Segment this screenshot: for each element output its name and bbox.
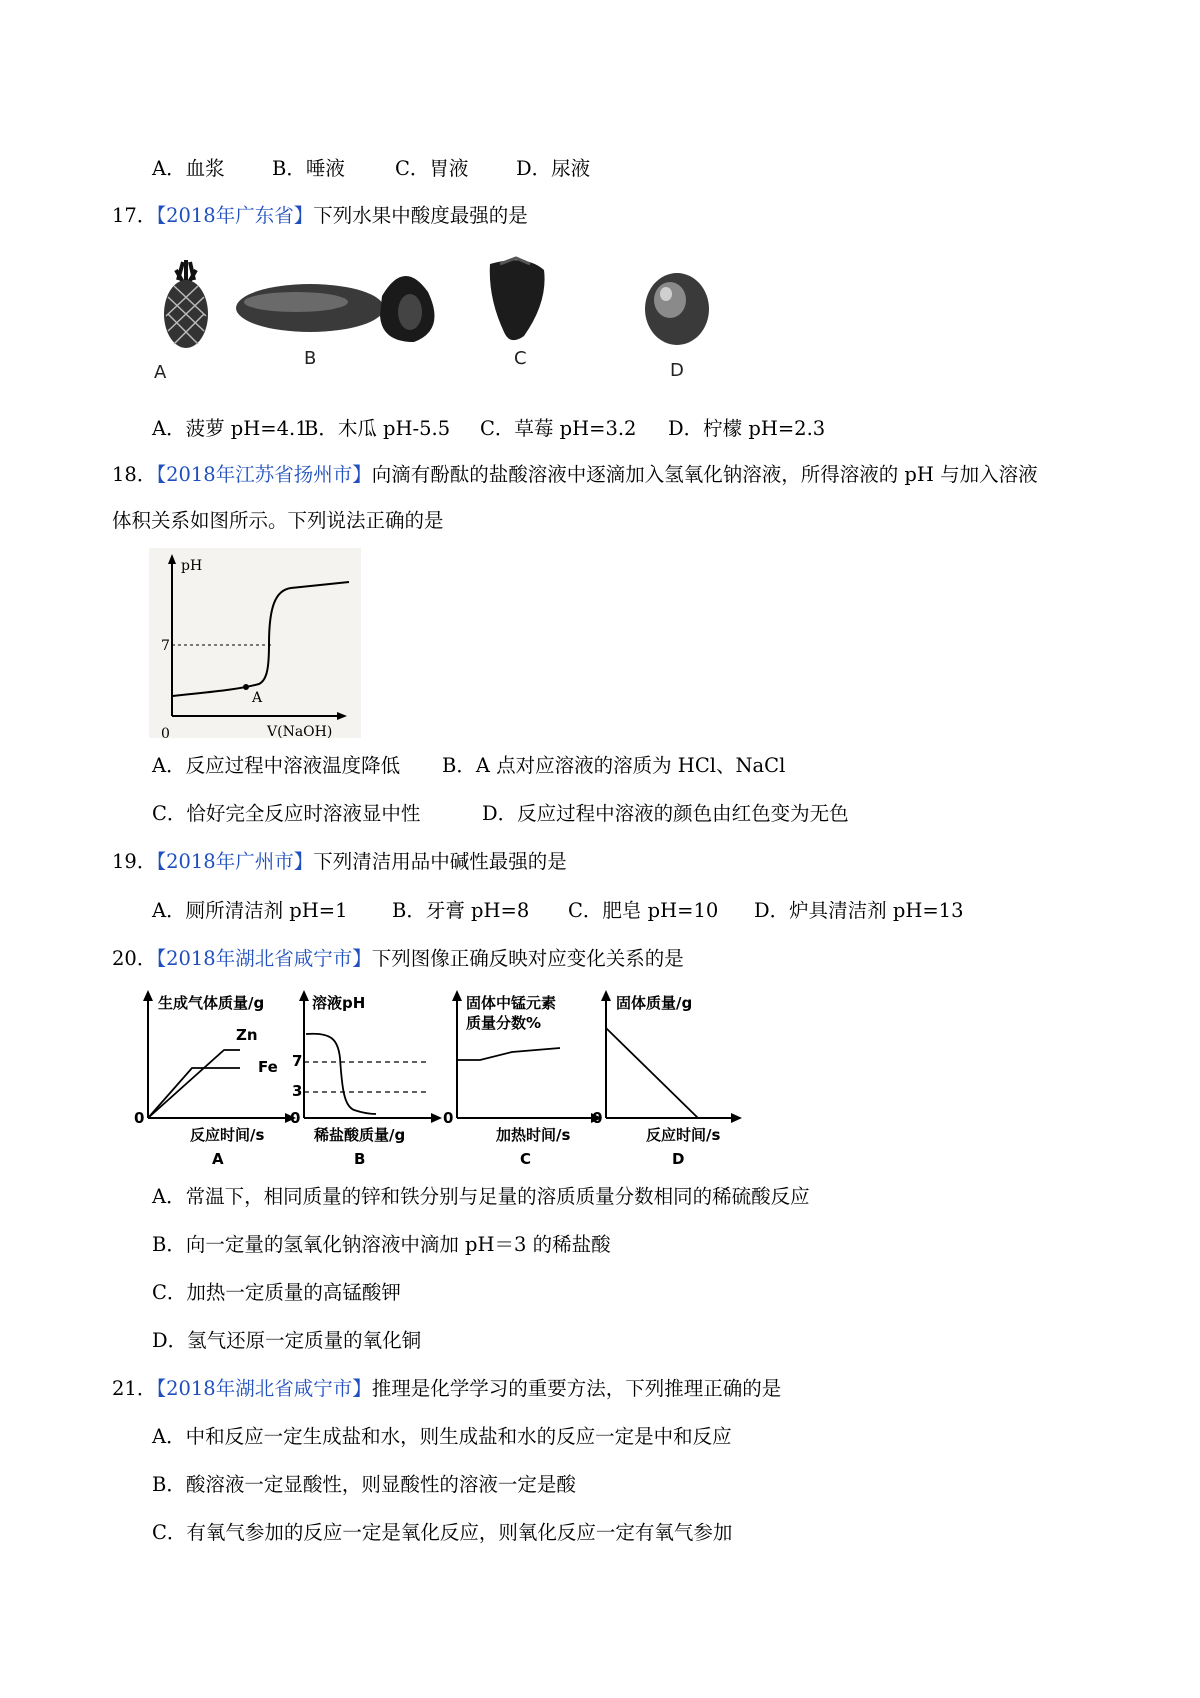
q17-option-d: D．柠檬 pH=2.3 xyxy=(668,417,826,440)
graph-a-series-zn: Zn xyxy=(236,1026,258,1044)
lemon-image xyxy=(645,273,709,345)
q20-option-a: A．常温下，相同质量的锌和铁分别与足量的溶质质量分数相同的稀硫酸反应 xyxy=(152,1185,810,1208)
graph-a xyxy=(134,990,296,1168)
q20-option-c: C．加热一定质量的高锰酸钾 xyxy=(152,1281,401,1304)
graph-d-caption: D xyxy=(672,1150,685,1168)
q18-number: 18． xyxy=(112,463,157,486)
graph-d-ylabel: 固体质量/g xyxy=(616,994,693,1012)
q19-option-c: C．肥皂 pH=10 xyxy=(568,899,719,922)
q19-text: 下列清洁用品中碱性最强的是 xyxy=(313,850,567,873)
papaya-image xyxy=(236,276,434,342)
q20-source: 【2018年湖北省咸宁市】 xyxy=(156,947,372,970)
graph-a-origin: 0 xyxy=(134,1109,145,1127)
graph-a-ylabel: 生成气体质量/g xyxy=(158,994,265,1012)
origin-label: 0 xyxy=(161,726,170,738)
q17-option-a: A．菠萝 pH=4.1 xyxy=(152,417,308,440)
q19-option-d: D．炉具清洁剂 pH=13 xyxy=(754,899,964,922)
q18-options-row1 xyxy=(152,752,785,780)
q21-option-a: A．中和反应一定生成盐和水，则生成盐和水的反应一定是中和反应 xyxy=(152,1425,732,1448)
graph-b-curve xyxy=(306,1034,376,1114)
q18-source: 【2018年江苏省扬州市】 xyxy=(156,463,372,486)
q21-option-c: C．有氧气参加的反应一定是氧化反应，则氧化反应一定有氧气参加 xyxy=(152,1521,733,1544)
graph-a-line-zn xyxy=(148,1068,240,1118)
q16-option-d: D．尿液 xyxy=(516,157,591,180)
y-axis-label: pH xyxy=(181,558,203,574)
graph-b xyxy=(290,990,442,1168)
pineapple-image xyxy=(164,260,208,348)
q21-number: 21． xyxy=(112,1377,157,1400)
q18-text-1: 向滴有酚酞的盐酸溶液中逐滴加入氢氧化钠溶液，所得溶液的 pH 与加入溶液 xyxy=(371,463,1038,486)
q18-ph-chart xyxy=(149,548,361,738)
q19-stem xyxy=(112,848,567,876)
graph-d-line xyxy=(606,1028,698,1118)
q16-option-b: B．唾液 xyxy=(272,157,345,180)
q20-graphs xyxy=(132,988,812,1170)
graph-a-series-fe: Fe xyxy=(258,1058,278,1076)
graph-c-xlabel: 加热时间/s xyxy=(496,1126,571,1144)
q17-option-b: B．木瓜 pH-5.5 xyxy=(304,417,451,440)
q17-number: 17． xyxy=(112,204,157,227)
q20-number: 20． xyxy=(112,947,157,970)
strawberry-image xyxy=(490,258,545,340)
graph-a-line-fe xyxy=(148,1050,240,1118)
graph-c-ylabel-1: 固体中锰元素 xyxy=(466,994,557,1012)
q19-number: 19． xyxy=(112,850,157,873)
graph-d-xlabel: 反应时间/s xyxy=(646,1126,721,1144)
graph-c xyxy=(443,990,602,1168)
q18-option-a: A．反应过程中溶液温度降低 xyxy=(152,754,401,777)
q17-text: 下列水果中酸度最强的是 xyxy=(313,204,528,227)
q16-option-c: C．胃液 xyxy=(395,157,469,180)
point-a-label: A xyxy=(252,690,263,706)
q16-options xyxy=(152,155,590,183)
q18-option-b: B．A 点对应溶液的溶质为 HCl、NaCl xyxy=(442,754,786,777)
graph-d xyxy=(592,990,742,1168)
graph-b-xlabel: 稀盐酸质量/g xyxy=(314,1126,406,1144)
q21-text: 推理是化学学习的重要方法，下列推理正确的是 xyxy=(371,1377,782,1400)
q18-text-2: 体积关系如图所示。下列说法正确的是 xyxy=(112,509,444,532)
q18-option-c: C．恰好完全反应时溶液显中性 xyxy=(152,802,421,825)
graph-c-ylabel-2: 质量分数% xyxy=(466,1014,542,1032)
q18-stem-line2 xyxy=(112,507,444,535)
q16-option-a: A．血浆 xyxy=(152,157,225,180)
q21-option-b: B．酸溶液一定显酸性，则显酸性的溶液一定是酸 xyxy=(152,1473,576,1496)
q17-stem xyxy=(112,202,528,230)
q21-stem xyxy=(112,1375,781,1403)
fruit-label-b: B xyxy=(304,348,317,369)
fruit-label-a: A xyxy=(154,362,167,383)
graph-b-caption: B xyxy=(354,1150,366,1168)
graph-c-origin: 0 xyxy=(443,1109,454,1127)
graph-a-caption: A xyxy=(212,1150,224,1168)
q20-text: 下列图像正确反映对应变化关系的是 xyxy=(371,947,684,970)
tick-7-label: 7 xyxy=(161,638,170,654)
q19-options xyxy=(152,897,963,925)
q17-fruit-figure xyxy=(128,252,788,394)
point-a xyxy=(243,684,249,690)
q17-source: 【2018年广东省】 xyxy=(156,204,314,227)
q20-option-b: B．向一定量的氢氧化钠溶液中滴加 pH＝3 的稀盐酸 xyxy=(152,1233,611,1256)
graph-b-ylabel: 溶液pH xyxy=(312,994,366,1012)
graph-b-tick3: 3 xyxy=(292,1082,303,1100)
q17-option-c: C．草莓 pH=3.2 xyxy=(480,417,637,440)
q17-options xyxy=(152,415,825,443)
graph-a-xlabel: 反应时间/s xyxy=(190,1126,265,1144)
graph-c-line xyxy=(458,1048,560,1060)
q19-option-b: B．牙膏 pH=8 xyxy=(392,899,530,922)
q18-options-row2 xyxy=(152,800,849,828)
q19-option-a: A．厕所清洁剂 pH=1 xyxy=(152,899,348,922)
x-axis-label: V(NaOH) xyxy=(267,724,333,738)
q18-option-d: D．反应过程中溶液的颜色由红色变为无色 xyxy=(482,802,849,825)
graph-c-caption: C xyxy=(520,1150,532,1168)
q20-option-d: D．氢气还原一定质量的氧化铜 xyxy=(152,1329,422,1352)
q21-source: 【2018年湖北省咸宁市】 xyxy=(156,1377,372,1400)
q19-source: 【2018年广州市】 xyxy=(156,850,314,873)
graph-d-origin: 0 xyxy=(592,1109,603,1127)
fruit-label-c: C xyxy=(514,348,527,369)
graph-b-origin: 0 xyxy=(290,1109,301,1127)
q20-stem xyxy=(112,945,684,973)
q18-stem-line1 xyxy=(112,461,1038,489)
graph-b-tick7: 7 xyxy=(292,1052,303,1070)
fruit-label-d: D xyxy=(670,360,684,381)
